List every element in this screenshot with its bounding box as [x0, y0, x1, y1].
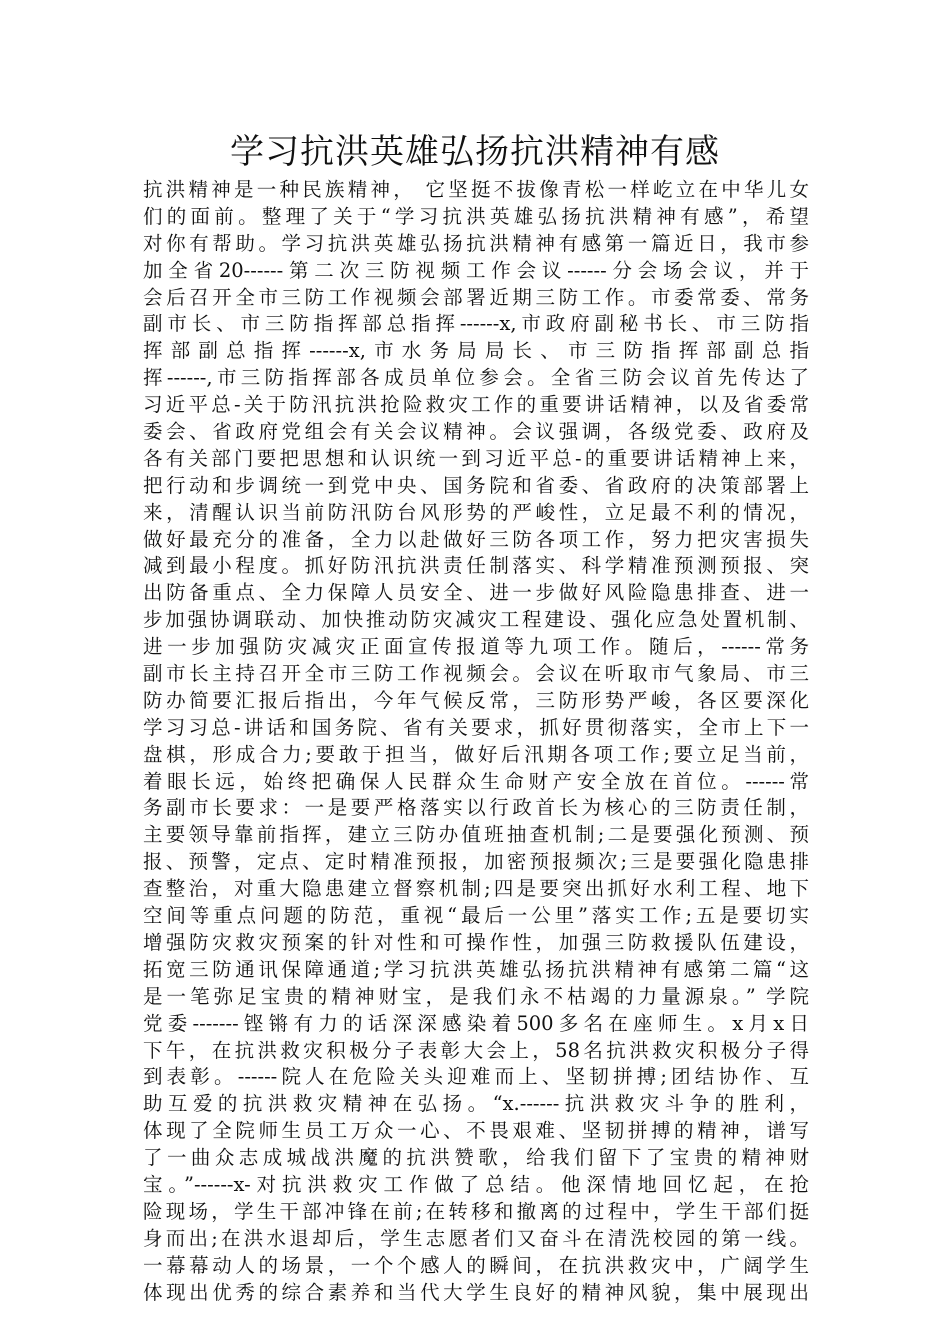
body-line: 主要领导靠前指挥，建立三防办值班抽查机制;二是要强化预测、预: [143, 823, 809, 847]
body-line: 副市长主持召开全市三防工作视频会。会议在听取市气象局、市三: [143, 662, 809, 686]
body-line: 身而出;在洪水退却后，学生志愿者们又奋斗在清洗校园的第一线。: [143, 1226, 809, 1250]
body-line: 进一步加强防灾减灾正面宣传报道等九项工作。随后，------常务: [143, 635, 809, 659]
body-line: 对你有帮助。学习抗洪英雄弘扬抗洪精神有感第一篇近日，我市参: [143, 231, 809, 255]
body-line: 一幕幕动人的场景，一个个感人的瞬间，在抗洪救灾中，广阔学生: [143, 1253, 809, 1277]
body-line: 减到最小程度。抓好防汛抗洪责任制落实、科学精准预测预报、突: [143, 554, 809, 578]
body-line: 是一笔弥足宝贵的精神财宝，是我们永不枯竭的力量源泉。” 学院: [143, 984, 809, 1008]
body-line: 出防备重点、全力保障人员安全、进一步做好风险隐患排查、进一: [143, 581, 809, 605]
body-line: 盘棋，形成合力;要敢于担当，做好后汛期各项工作;要立足当前，: [143, 742, 809, 766]
body-line: 防办简要汇报后指出，今年气候反常，三防形势严峻，各区要深化: [143, 688, 809, 712]
body-line: 挥部副总指挥------x,市水务局局长、市三防指挥部副总指: [143, 339, 809, 363]
body-line: 党委-------铿锵有力的话深深感染着500多名在座师生。x月x日: [143, 1011, 809, 1035]
body-line: 下午，在抗洪救灾积极分子表彰大会上，58名抗洪救灾积极分子得: [143, 1038, 809, 1062]
body-line: 副市长、市三防指挥部总指挥------x,市政府副秘书长、市三防指: [143, 312, 809, 336]
body-line: 着眼长远，始终把确保人民群众生命财产安全放在首位。------常: [143, 769, 809, 793]
body-line: 务副市长要求：一是要严格落实以行政首长为核心的三防责任制，: [143, 796, 809, 820]
body-line: 做好最充分的准备，全力以赴做好三防各项工作，努力把灾害损失: [143, 527, 809, 551]
body-line: 查整治，对重大隐患建立督察机制;四是要突出抓好水利工程、地下: [143, 877, 809, 901]
body-line: 来，清醒认识当前防汛防台风形势的严峻性，立足最不利的情况，: [143, 500, 809, 524]
body-line: 学习习总-讲话和国务院、省有关要求，抓好贯彻落实，全市上下一: [143, 715, 809, 739]
body-line: 步加强协调联动、加快推动防灾减灾工程建设、强化应急处置机制、: [143, 608, 809, 632]
body-line: 抗洪精神是一种民族精神， 它坚挺不拔像青松一样屹立在中华儿女: [143, 178, 809, 201]
body-line: 们的面前。整理了关于“学习抗洪英雄弘扬抗洪精神有感”，希望: [143, 204, 809, 228]
body-line: 委会、省政府党组会有关会议精神。会议强调，各级党委、政府及: [143, 420, 809, 444]
body-line: 体现了全院师生员工万众一心、不畏艰难、坚韧拼搏的精神，谱写: [143, 1119, 809, 1143]
body-line: 助互爱的抗洪救灾精神在弘扬。“x.------抗洪救灾斗争的胜利，: [143, 1092, 809, 1116]
body-line: 宝。”------x-对抗洪救灾工作做了总结。他深情地回忆起，在抢: [143, 1172, 809, 1196]
body-line: 拓宽三防通讯保障通道;学习抗洪英雄弘扬抗洪精神有感第二篇“这: [143, 957, 809, 981]
body-line: 体现出优秀的综合素养和当代大学生良好的精神风貌，集中展现出: [143, 1280, 809, 1304]
body-line: 加全省20------第二次三防视频工作会议------分会场会议，并于: [143, 258, 809, 282]
body-line: 报、预警，定点、定时精准预报，加密预报频次;三是要强化隐患排: [143, 850, 809, 874]
body-line: 到表彰。------院人在危险关头迎难而上、坚韧拼搏;团结协作、互: [143, 1065, 809, 1089]
body-line: 各有关部门要把思想和认识统一到习近平总-的重要讲话精神上来，: [143, 446, 809, 470]
document-title: 学习抗洪英雄弘扬抗洪精神有感: [230, 132, 720, 172]
body-line: 会后召开全市三防工作视频会部署近期三防工作。市委常委、常务: [143, 285, 809, 309]
body-line: 挥------,市三防指挥部各成员单位参会。全省三防会议首先传达了: [143, 366, 809, 390]
body-line: 了一曲众志成城战洪魔的抗洪赞歌，给我们留下了宝贵的精神财: [143, 1146, 809, 1170]
body-line: 空间等重点问题的防范，重视“最后一公里”落实工作;五是要切实: [143, 904, 809, 928]
body-line: 习近平总-关于防汛抗洪抢险救灾工作的重要讲话精神，以及省委常: [143, 393, 809, 417]
body-line: 险现场，学生干部冲锋在前;在转移和撤离的过程中，学生干部们挺: [143, 1199, 809, 1223]
body-line: 增强防灾救灾预案的针对性和可操作性，加强三防救援队伍建设，: [143, 930, 809, 954]
document-body: [143, 177, 809, 1306]
body-line: 把行动和步调统一到党中央、国务院和省委、省政府的决策部署上: [143, 473, 809, 497]
